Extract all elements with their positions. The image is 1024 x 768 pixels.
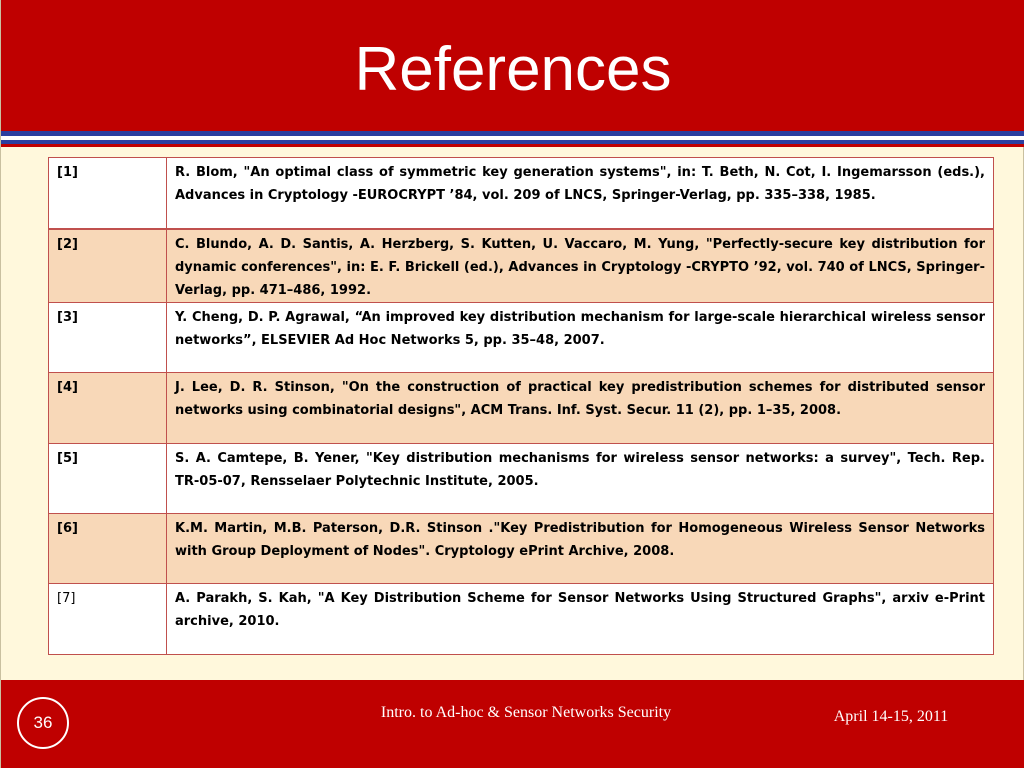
divider-stripe bbox=[1, 144, 1024, 147]
reference-number: [1] bbox=[49, 158, 167, 229]
references-table bbox=[48, 157, 994, 655]
reference-text: Y. Cheng, D. P. Agrawal, “An improved key distribution mechanism for large-scale hierarchical wireless sensor networks”, ELSEVIER Ad Hoc Networks 5, pp. 35–48, 2007. bbox=[167, 302, 994, 372]
reference-number: [2] bbox=[49, 229, 167, 303]
footer-date: April 14-15, 2011 bbox=[833, 708, 949, 725]
reference-number: [5] bbox=[49, 443, 167, 513]
table-row bbox=[49, 513, 994, 583]
table-row bbox=[49, 443, 994, 513]
reference-number: [6] bbox=[49, 513, 167, 583]
reference-text: C. Blundo, A. D. Santis, A. Herzberg, S. Kutten, U. Vaccaro, M. Yung, "Perfectly-secure key distribution for dynamic conferences", in: E. F. Brickell (ed.), Advances in Cryptology -CRYPTO ’92, vol. 740 of LNCS, Springer-Verlag, pp. 471–486, 1992. bbox=[167, 229, 994, 303]
reference-number: [7] bbox=[49, 583, 167, 654]
table-row bbox=[49, 372, 994, 443]
reference-text: K.M. Martin, M.B. Paterson, D.R. Stinson ."Key Predistribution for Homogeneous Wireless Sensor Networks with Group Deployment of Nodes". Cryptology ePrint Archive, 2008. bbox=[167, 513, 994, 583]
table-row bbox=[49, 583, 994, 654]
slide-title: References bbox=[354, 35, 672, 104]
reference-text: A. Parakh, S. Kah, "A Key Distribution Scheme for Sensor Networks Using Structured Graphs", arxiv e-Print archive, 2010. bbox=[167, 583, 994, 654]
reference-number: [4] bbox=[49, 372, 167, 443]
footer-course-title: Intro. to Ad-hoc & Sensor Networks Security bbox=[380, 704, 672, 721]
reference-text: J. Lee, D. R. Stinson, "On the construction of practical key predistribution schemes for distributed sensor networks using combinatorial designs", ACM Trans. Inf. Syst. Secur. 11 (2), pp. 1–35, 2008. bbox=[167, 372, 994, 443]
table-row bbox=[49, 158, 994, 229]
slide-number: 36 bbox=[17, 697, 69, 749]
reference-text: R. Blom, "An optimal class of symmetric key generation systems", in: T. Beth, N. Cot, I. Ingemarsson (eds.), Advances in Cryptology -EUROCRYPT ’84, vol. 209 of LNCS, Springer-Verlag, pp. 335–338, 1985. bbox=[167, 158, 994, 229]
table-row bbox=[49, 229, 994, 303]
reference-text: S. A. Camtepe, B. Yener, "Key distribution mechanisms for wireless sensor networks: a survey", Tech. Rep. TR-05-07, Rensselaer Polytechnic Institute, 2005. bbox=[167, 443, 994, 513]
table-row bbox=[49, 302, 994, 372]
reference-number: [3] bbox=[49, 302, 167, 372]
